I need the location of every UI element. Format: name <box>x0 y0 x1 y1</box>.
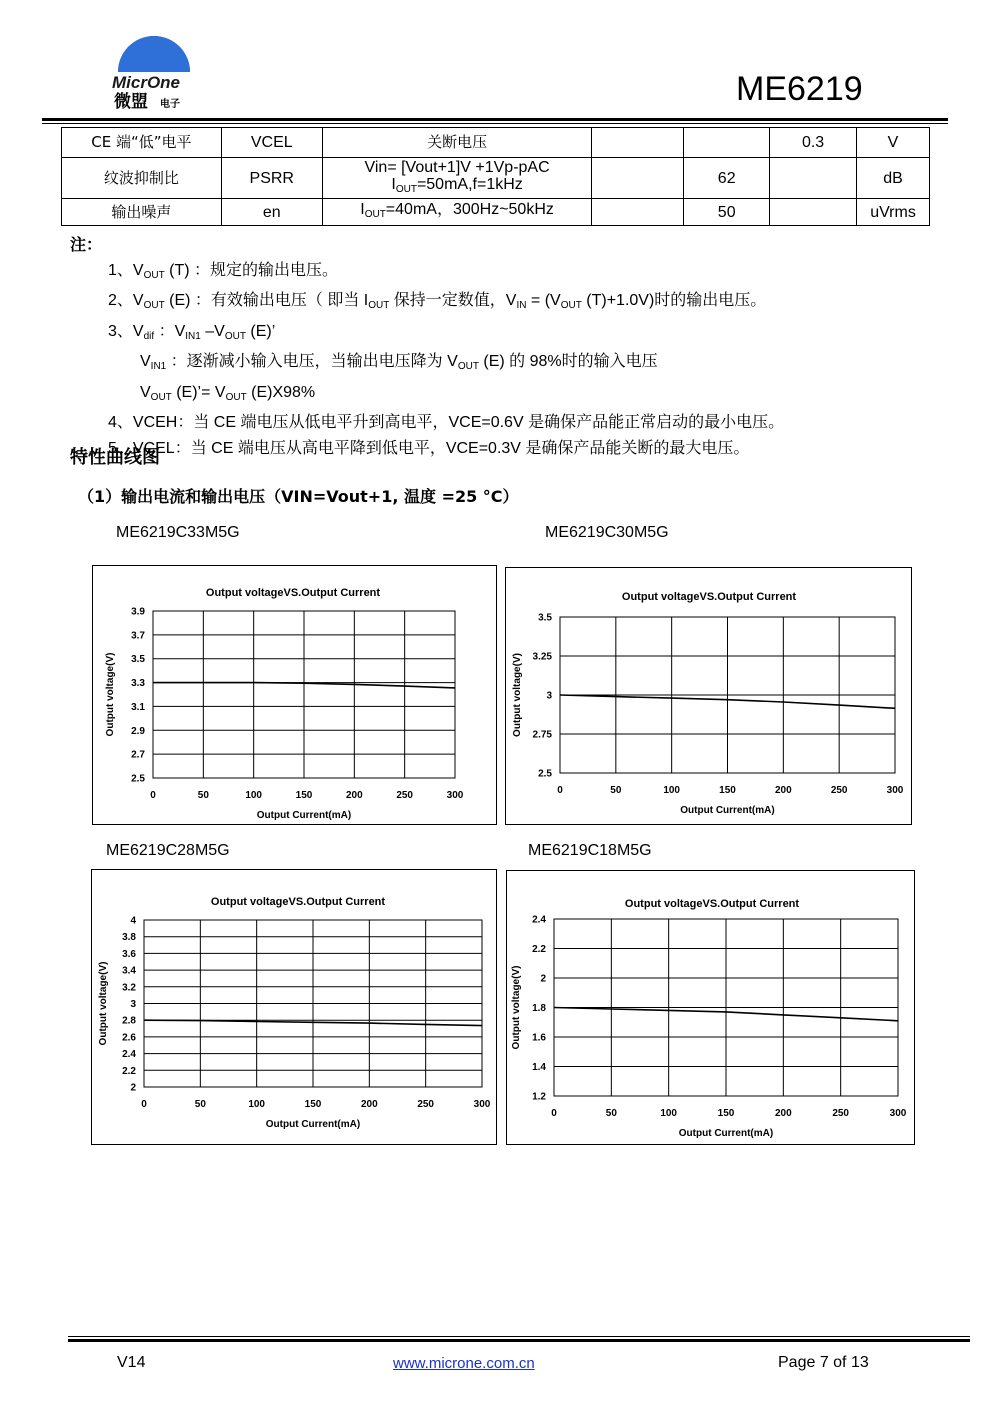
x-tick-label: 50 <box>605 1108 617 1119</box>
y-tick-label: 3 <box>130 999 136 1010</box>
param-cell: 输出噪声 <box>62 199 222 226</box>
min-cell <box>592 158 684 199</box>
table-row <box>62 158 930 199</box>
chart-title: Output voltageVS.Output Current <box>624 898 800 910</box>
y-tick-label: 2.2 <box>532 944 546 955</box>
x-tick-label: 200 <box>360 1099 378 1110</box>
x-tick-label: 0 <box>141 1099 147 1110</box>
y-tick-label: 2.4 <box>532 914 546 926</box>
y-tick-label: 2.2 <box>122 1065 136 1077</box>
x-tick-label: 250 <box>832 1108 850 1119</box>
typ-cell: 62 <box>684 158 770 199</box>
footer-rule-thin <box>68 1336 970 1337</box>
condition-cell: $I_{OUT}=40mA$，300Hz~50kHz <box>322 199 592 226</box>
notes <box>70 232 784 461</box>
note-1: 1、$V_{OUT}$ (T) ：规定的输出电压。 <box>108 261 339 281</box>
chart-model-label: ME6219C18M5G <box>528 842 652 859</box>
unit-cell: dB <box>857 158 930 199</box>
chart-svg <box>92 870 496 1144</box>
y-tick-label: 3 <box>546 690 552 702</box>
y-tick-label: 3.6 <box>122 948 136 960</box>
y-tick-label: 3.8 <box>122 932 136 944</box>
header-rule-thin <box>42 123 948 124</box>
y-tick-label: 2.75 <box>532 729 552 741</box>
y-tick-label: 1.8 <box>532 1003 546 1014</box>
y-tick-label: 3.7 <box>131 630 145 642</box>
header-rule-thick <box>42 118 948 121</box>
note-3-vin1: $V_{IN1}$ ：逐渐减小输入电压，当输出电压降为 $V_{OUT}$ (E) 的 98%时的输入电压 <box>140 353 658 372</box>
x-tick-label: 150 <box>719 785 736 796</box>
y-tick-label: 2 <box>540 973 546 985</box>
x-tick-label: 50 <box>197 790 209 801</box>
x-tick-label: 0 <box>557 785 563 796</box>
chart-model-label: ME6219C33M5G <box>116 524 240 541</box>
y-tick-label: 3.4 <box>122 965 136 977</box>
spec-table <box>61 127 930 226</box>
logo-text-small: 电子 <box>160 99 180 110</box>
x-tick-label: 150 <box>304 1099 322 1110</box>
chart-title: Output voltageVS.Output Current <box>205 587 381 599</box>
version-label: V14 <box>117 1354 146 1371</box>
x-tick-label: 250 <box>830 785 848 796</box>
chart-svg <box>507 871 914 1144</box>
x-tick-label: 250 <box>417 1099 435 1110</box>
x-tick-label: 200 <box>774 785 792 796</box>
min-cell <box>592 128 684 158</box>
condition-line: $I_{OUT}=50mA,f=1kHz$ <box>391 175 523 195</box>
condition-cell <box>322 158 592 199</box>
x-tick-label: 200 <box>345 790 363 801</box>
x-axis-label: Output Current(mA) <box>265 1119 361 1130</box>
chart-vout-vs-iout-33 <box>92 565 497 825</box>
section-subtitle: （1）输出电流和输出电压（VIN=Vout+1, 温度 =25 °C） <box>78 487 519 506</box>
symbol-cell: VCEL <box>221 128 322 158</box>
param-cell: 纹波抑制比 <box>62 158 222 199</box>
max-cell: 0.3 <box>770 128 857 158</box>
y-tick-label: 2.7 <box>131 749 145 761</box>
typ-cell: 50 <box>684 199 770 226</box>
doc-title: ME6219 <box>736 70 863 108</box>
chart-model-label: ME6219C28M5G <box>106 842 230 859</box>
note-5: 5、VCEL：当 CE 端电压从高电平降到低电平，VCE=0.3V 是确保产品能关断的最大电压。 <box>108 439 750 457</box>
x-tick-label: 150 <box>295 790 313 801</box>
note-3-vout: $V_{OUT}$ (E)’= $V_{OUT}$ (E)X98% <box>140 383 316 403</box>
y-axis-label: Output voltage(V) <box>98 961 109 1046</box>
chart-vout-vs-iout-28 <box>91 869 497 1145</box>
website-link[interactable]: www.microne.com.cn <box>393 1355 535 1372</box>
y-axis-label: Output voltage(V) <box>511 965 522 1050</box>
x-axis-label: Output Current(mA) <box>680 805 775 816</box>
y-tick-label: 3.1 <box>131 701 145 713</box>
max-cell <box>770 158 857 199</box>
chart-model-label: ME6219C30M5G <box>545 524 669 541</box>
y-tick-label: 2.6 <box>122 1032 136 1044</box>
x-tick-label: 100 <box>245 790 263 801</box>
chart-title: Output voltageVS.Output Current <box>621 591 797 603</box>
x-tick-label: 200 <box>774 1108 792 1119</box>
chart-vout-vs-iout-18 <box>506 870 915 1145</box>
param-cell: CE 端“低”电平 <box>62 128 222 158</box>
y-tick-label: 3.3 <box>131 678 145 690</box>
y-tick-label: 2.9 <box>131 725 145 737</box>
y-tick-label: 3.5 <box>538 612 552 624</box>
table-row <box>62 199 930 226</box>
unit-cell: uVrms <box>857 199 930 226</box>
y-tick-label: 1.6 <box>532 1032 546 1044</box>
symbol-cell: PSRR <box>221 158 322 199</box>
section-title: 特性曲线图 <box>70 447 160 468</box>
x-axis-label: Output Current(mA) <box>256 810 352 821</box>
y-tick-label: 3.9 <box>131 606 145 618</box>
x-tick-label: 300 <box>473 1099 491 1110</box>
y-tick-label: 3.25 <box>532 651 552 663</box>
logo-text-cn: 微盟 <box>114 92 148 111</box>
symbol-cell: en <box>221 199 322 226</box>
y-tick-label: 2 <box>130 1082 136 1094</box>
note-3: 3、$V_{dif}$ ：$V_{IN1}$ $-V_{OUT}$ (E)’ <box>108 322 276 342</box>
chart-svg <box>506 568 911 824</box>
chart-svg <box>93 566 496 824</box>
y-tick-label: 2.4 <box>122 1049 136 1061</box>
x-tick-label: 150 <box>717 1108 735 1119</box>
y-tick-label: 2.8 <box>122 1015 136 1027</box>
max-cell <box>770 199 857 226</box>
company-logo <box>108 36 200 112</box>
x-tick-label: 250 <box>396 790 414 801</box>
y-tick-label: 4 <box>130 915 136 927</box>
y-tick-label: 2.5 <box>131 773 145 785</box>
chart-vout-vs-iout-30 <box>505 567 912 825</box>
x-tick-label: 100 <box>660 1108 678 1119</box>
y-tick-label: 2.5 <box>538 768 552 780</box>
x-tick-label: 300 <box>446 790 464 801</box>
condition-cell: 关断电压 <box>322 128 592 158</box>
y-axis-label: Output voltage(V) <box>512 653 523 737</box>
chart-title: Output voltageVS.Output Current <box>210 896 386 908</box>
y-tick-label: 1.2 <box>532 1091 546 1103</box>
unit-cell: V <box>857 128 930 158</box>
note-4: 4、VCEH：当 CE 端电压从低电平升到高电平，VCE=0.6V 是确保产品能正常启动的最小电压。 <box>108 414 785 431</box>
x-tick-label: 300 <box>889 1108 907 1119</box>
x-tick-label: 300 <box>886 785 904 796</box>
x-tick-label: 0 <box>551 1108 557 1119</box>
x-axis-label: Output Current(mA) <box>678 1128 774 1139</box>
logo-text-en: MicrOne <box>112 73 181 92</box>
note-2: 2、$V_{OUT}$ (E) ：有效输出电压（ 即当 $I_{OUT}$ 保持一定数值，$V_{IN} = (V_{OUT}$ (T)+1.0V)时的输出电压。 <box>108 292 767 311</box>
condition-line: Vin= [Vout+1]V +1Vp-pAC <box>364 158 550 176</box>
notes-heading: 注： <box>70 235 103 254</box>
x-tick-label: 50 <box>610 785 622 796</box>
x-tick-label: 100 <box>248 1099 266 1110</box>
y-tick-label: 1.4 <box>532 1062 546 1073</box>
typ-cell <box>684 128 770 158</box>
x-tick-label: 0 <box>150 790 156 801</box>
y-tick-label: 3.2 <box>122 982 136 994</box>
page-number: Page 7 of 13 <box>778 1354 869 1371</box>
table-row <box>62 128 930 158</box>
footer-rule-thick <box>68 1339 970 1342</box>
x-tick-label: 100 <box>663 785 681 796</box>
min-cell <box>592 199 684 226</box>
x-tick-label: 50 <box>194 1099 206 1110</box>
y-tick-label: 3.5 <box>131 654 145 666</box>
y-axis-label: Output voltage(V) <box>105 652 116 737</box>
